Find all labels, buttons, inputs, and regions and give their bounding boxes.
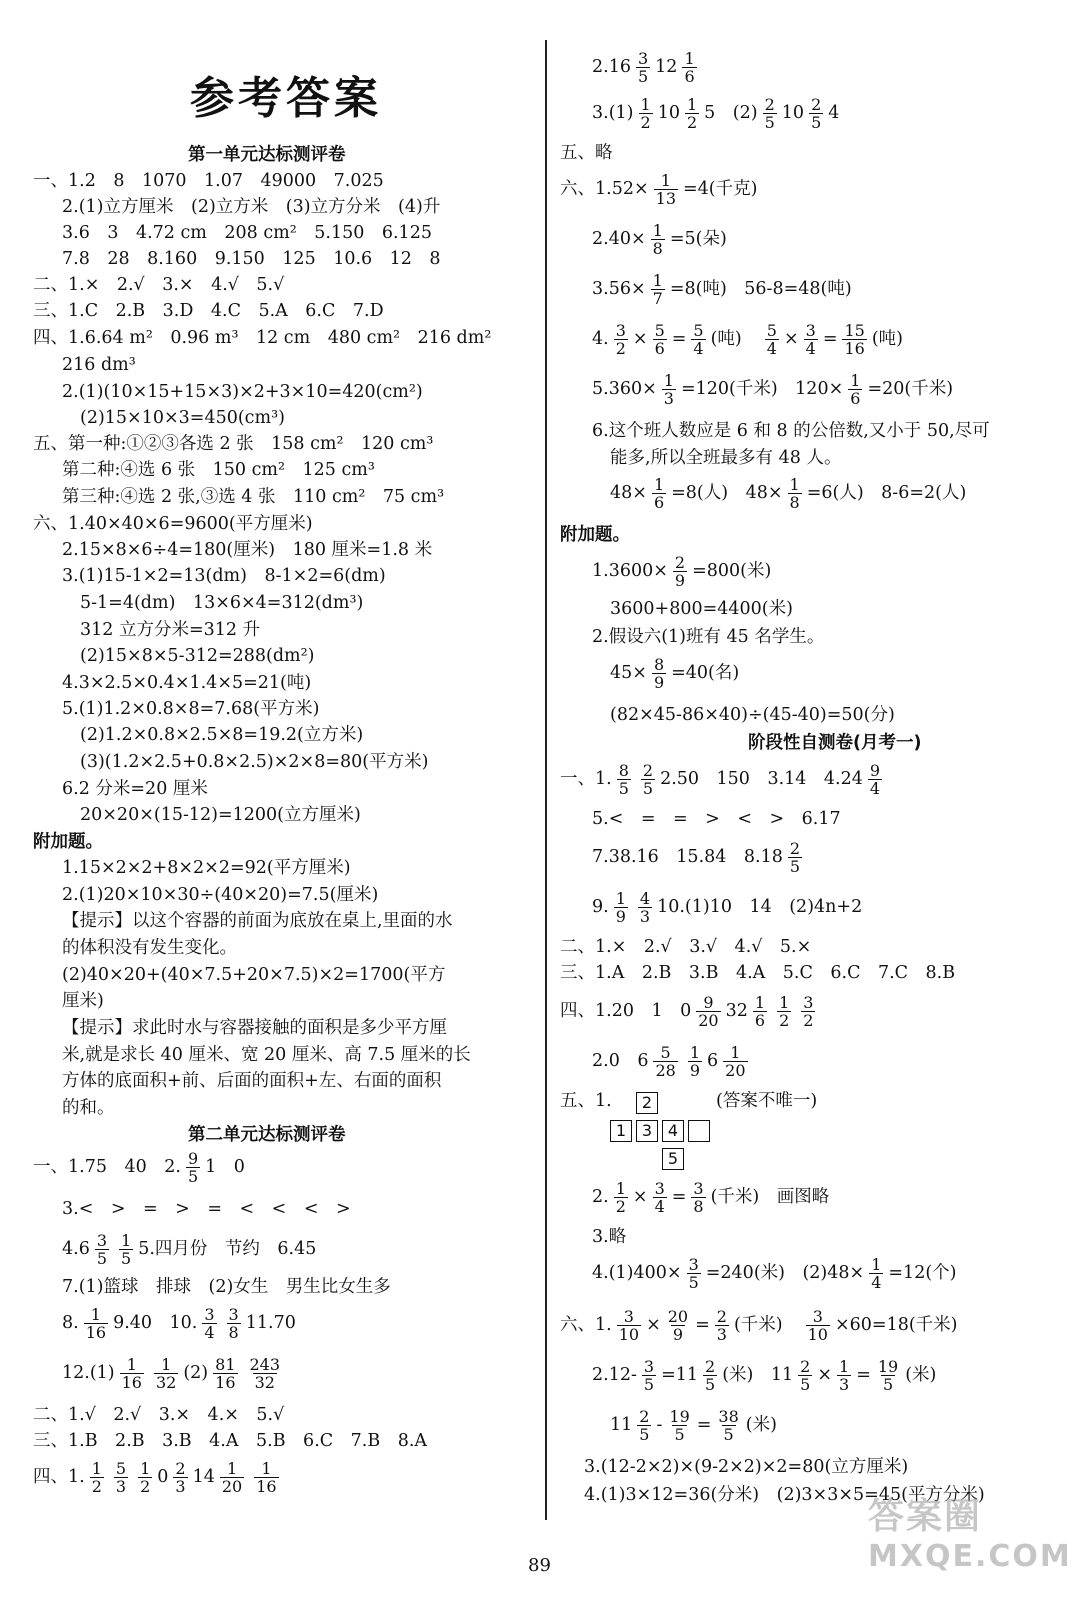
section-heading: 附加题。 [33,832,103,852]
answer-line: 四、1. $\frac{1}{2}$ $\frac{5}{3}$ $\frac{1}{2}$ 0 $\frac{2}{3}$ 14 $\frac{1}{20}$ $\frac{1}{16}$ [33,1459,277,1496]
fraction: $\frac{1}{6}$ [653,475,665,512]
fraction: $\frac{1}{2}$ [779,993,790,1030]
answer-line: 3.< > = > = < < < > [62,1199,351,1219]
answer-line: (2)1.2×0.8×2.5×8=19.2(立方米) [80,725,364,745]
fraction: $\frac{9}{4}$ [869,761,881,798]
fraction: $\frac{3}{5}$ [96,1231,108,1268]
answer-line: 4.(1)3×12=36(分米) (2)3×3×5=45(平方分米) [584,1485,985,1505]
answer-line: 一、1.75 40 2. $\frac{9}{5}$ 1 0 [33,1149,245,1186]
answer-line: 4.3×2.5×0.4×1.4×5=21(吨) [62,673,312,693]
fraction: $\frac{2}{3}$ [716,1307,727,1344]
fraction: $\frac{15}{16}$ [844,321,865,358]
answer-line: 312 立方分米=312 升 [80,620,261,640]
answer-line: 3.(1)15-1×2=13(dm) 8-1×2=6(dm) [62,566,386,586]
fraction: $\frac{2}{5}$ [811,95,822,132]
fraction: $\frac{19}{5}$ [877,1357,899,1394]
hint-line: 的体积没有发生变化。 [62,938,237,958]
answer-line: 五、略 [560,143,613,163]
fraction: $\frac{2}{3}$ [175,1459,186,1496]
fraction: $\frac{3}{8}$ [228,1305,239,1342]
fraction: $\frac{3}{10}$ [807,1307,828,1344]
fraction: $\frac{1}{9}$ [615,889,626,926]
answer-line: 3600+800=4400(米) [610,599,793,619]
net-cell: 5 [662,1148,684,1170]
fraction: $\frac{1}{20}$ [725,1043,746,1080]
fraction: $\frac{3}{5}$ [688,1255,699,1292]
fraction: $\frac{1}{4}$ [871,1255,882,1292]
fraction: $\frac{5}{4}$ [766,321,777,358]
answer-line: (2)40×20+(40×7.5+20×7.5)×2=1700(平方 [62,965,446,985]
fraction: $\frac{1}{3}$ [839,1357,850,1394]
watermark-text: 答案圈 [868,1496,983,1537]
answer-line: 3.(1) $\frac{1}{2}$ 10 $\frac{1}{2}$ 5 (2) $\frac{2}{5}$ 10 $\frac{2}{5}$ 4 [592,95,840,132]
answer-line: 六、1. $\frac{3}{10}$ × $\frac{20}{9}$ = $\frac{2}{3}$ (千米) $\frac{3}{10}$ ×60=18(千米) [560,1307,958,1344]
fraction: $\frac{2}{5}$ [800,1357,811,1394]
fraction: $\frac{1}{16}$ [85,1305,107,1342]
answer-line: 三、1.B 2.B 3.B 4.A 5.B 6.C 7.B 8.A [33,1431,428,1451]
fraction: $\frac{3}{10}$ [618,1307,640,1344]
fraction: $\frac{8}{9}$ [653,655,665,692]
section-heading: 第一单元达标测评卷 [188,145,346,165]
answer-line: (答案不唯一) [716,1091,818,1111]
fraction: $\frac{2}{5}$ [705,1357,716,1394]
answer-line: 第三种:④选 2 张,③选 4 张 110 cm² 75 cm³ [62,487,445,507]
fraction: $\frac{1}{32}$ [155,1355,177,1392]
answer-line: 2.假设六(1)班有 45 名学生。 [592,627,825,647]
answer-line: 9. $\frac{1}{9}$ $\frac{4}{3}$ 10.(1)10 14 (2)4n+2 [592,889,863,926]
fraction: $\frac{2}{5}$ [789,839,801,876]
fraction: $\frac{3}{2}$ [615,321,626,358]
section-heading: 附加题。 [560,525,630,545]
page-title: 参考答案 [190,73,382,124]
answer-line: 7.38.16 15.84 8.18 $\frac{2}{5}$ [592,839,801,876]
fraction: $\frac{1}{8}$ [652,221,663,258]
answer-line: 2.(1)立方厘米 (2)立方米 (3)立方分米 (4)升 [62,197,441,217]
answer-line: 7.8 28 8.160 9.150 125 10.6 12 8 [62,249,441,269]
answer-line: 3.(12-2×2)×(9-2×2)×2=80(立方厘米) [584,1457,909,1477]
fraction: $\frac{1}{2}$ [640,95,651,132]
answer-line: 四、1.20 1 0 $\frac{9}{20}$ 32 $\frac{1}{6}$ $\frac{1}{2}$ $\frac{3}{2}$ [560,993,814,1030]
answer-line: 8. $\frac{1}{16}$ 9.40 10. $\frac{3}{4}$ $\frac{3}{8}$ 11.70 [62,1305,296,1342]
fraction: $\frac{9}{20}$ [698,993,719,1030]
answer-line: 2.(1)(10×15+15×3)×2+3×10=420(cm²) [62,382,423,402]
answer-line: 三、1.A 2.B 3.B 4.A 5.C 6.C 7.C 8.B [560,963,956,983]
answer-line: (2)15×8×5-312=288(dm²) [80,646,315,666]
answer-line: 二、1.× 2.√ 3.× 4.√ 5.√ [33,275,285,295]
section-heading: 阶段性自测卷(月考一) [748,733,922,753]
fraction: $\frac{3}{4}$ [204,1305,215,1342]
answer-line: 5.360× $\frac{1}{3}$ =120(千米) 120× $\frac{1}{6}$ =20(千米) [592,371,954,408]
fraction: $\frac{2}{9}$ [674,553,686,590]
column-divider [545,40,547,1520]
fraction: $\frac{3}{5}$ [643,1357,655,1394]
hint-line: 米,就是求长 40 厘米、宽 20 厘米、高 7.5 厘米的长 [62,1045,471,1065]
fraction: $\frac{3}{5}$ [637,49,649,86]
answer-line: 7.(1)篮球 排球 (2)女生 男生比女生多 [62,1277,391,1297]
fraction: $\frac{3}{2}$ [803,993,814,1030]
fraction: $\frac{3}{8}$ [693,1179,704,1216]
fraction: $\frac{1}{2}$ [615,1179,626,1216]
answer-line: 第二种:④选 6 张 150 cm² 125 cm³ [62,460,375,480]
watermark-logo [868,1488,1072,1588]
answer-line: 2.0 6 $\frac{5}{28}$ $\frac{1}{9}$ 6 $\frac{1}{20}$ [592,1043,746,1080]
answer-line: 1.3600× $\frac{2}{9}$ =800(米) [592,553,772,590]
answer-line: 一、1.2 8 1070 1.07 49000 7.025 [33,171,384,191]
fraction: $\frac{5}{3}$ [115,1459,127,1496]
answer-line: 五、第一种:①②③各选 2 张 158 cm² 120 cm³ [33,434,434,454]
answer-line: 2. $\frac{1}{2}$ × $\frac{3}{4}$ = $\frac{3}{8}$ (千米) 画图略 [592,1179,830,1216]
answer-line: 4. $\frac{3}{2}$ × $\frac{5}{6}$ = $\frac{5}{4}$ (吨) $\frac{5}{4}$ × $\frac{3}{4}$ = $\frac{15}{16}$ (吨) [592,321,903,358]
fraction: $\frac{2}{5}$ [642,761,654,798]
fraction: $\frac{2}{5}$ [639,1407,650,1444]
fraction: $\frac{1}{16}$ [121,1355,142,1392]
net-cell: 1 [610,1120,632,1142]
answer-line: 二、1.√ 2.√ 3.× 4.× 5.√ [33,1405,285,1425]
fraction: $\frac{1}{6}$ [754,993,766,1030]
answer-line: 3.56× $\frac{1}{7}$ =8(吨) 56-8=48(吨) [592,271,852,308]
answer-line: 6.这个班人数应是 6 和 8 的公倍数,又小于 50,尽可 [592,421,990,441]
answer-line: 二、1.× 2.√ 3.√ 4.√ 5.× [560,937,812,957]
answer-line: 四、1.6.64 m² 0.96 m³ 12 cm 480 cm² 216 dm² [33,328,492,348]
hint-line: 的和。 [62,1098,115,1118]
net-cell [688,1120,710,1142]
answer-line: 5-1=4(dm) 13×6×4=312(dm³) [80,593,364,613]
fraction: $\frac{20}{9}$ [667,1307,689,1344]
fraction: $\frac{1}{16}$ [256,1459,277,1496]
answer-line: 4.6 $\frac{3}{5}$ $\frac{1}{5}$ 5.四月份 节约 6.45 [62,1231,317,1268]
fraction: $\frac{1}{6}$ [850,371,861,408]
answer-line: 45× $\frac{8}{9}$ =40(名) [610,655,740,692]
fraction: $\frac{2}{5}$ [764,95,775,132]
answer-line: 2.40× $\frac{1}{8}$ =5(朵) [592,221,727,258]
section-heading: 第二单元达标测评卷 [188,1125,346,1145]
fraction: $\frac{243}{32}$ [249,1355,281,1392]
answer-line: 20×20×(15-12)=1200(立方厘米) [80,805,361,825]
answer-line: 6.2 分米=20 厘米 [62,779,208,799]
fraction: $\frac{1}{2}$ [140,1459,151,1496]
answer-line: 1.15×2×2+8×2×2=92(平方厘米) [62,858,351,878]
fraction: $\frac{4}{3}$ [639,889,651,926]
fraction: $\frac{1}{8}$ [789,475,800,512]
answer-line: 48× $\frac{1}{6}$ =8(人) 48× $\frac{1}{8}$ =6(人) 8-6=2(人) [610,475,967,512]
fraction: $\frac{1}{13}$ [655,171,676,208]
answer-line: 2.12- $\frac{3}{5}$ =11 $\frac{2}{5}$ (米) 11 $\frac{2}{5}$ × $\frac{1}{3}$ = $\frac{19}{5}$ (米) [592,1357,937,1394]
fraction: $\frac{9}{5}$ [187,1149,199,1186]
answer-line: (2)15×10×3=450(cm³) [80,408,285,428]
answer-line: 216 dm³ [62,355,136,375]
hint-line: 【提示】以这个容器的前面为底放在桌上,里面的水 [62,911,453,931]
fraction: $\frac{19}{5}$ [669,1407,690,1444]
fraction: $\frac{5}{4}$ [693,321,704,358]
net-cell: 4 [662,1120,684,1142]
answer-line: 4.(1)400× $\frac{3}{5}$ =240(米) (2)48× $\frac{1}{4}$ =12(个) [592,1255,957,1292]
answer-line: 11 $\frac{2}{5}$ - $\frac{19}{5}$ = $\frac{38}{5}$ (米) [610,1407,777,1444]
hint-line: 方体的底面积+前、后面的面积+左、右面的面积 [62,1071,442,1091]
fraction: $\frac{3}{4}$ [654,1179,665,1216]
answer-line: 六、1.52× $\frac{1}{13}$ =4(千克) [560,171,758,208]
answer-line: 5.< = = > < > 6.17 [592,809,841,829]
answer-line: 12.(1) $\frac{1}{16}$ $\frac{1}{32}$ (2) $\frac{81}{16}$ $\frac{243}{32}$ [62,1355,281,1392]
answer-line: 2.(1)20×10×30÷(40×20)=7.5(厘米) [62,885,379,905]
answer-line: 2.15×8×6÷4=180(厘米) 180 厘米=1.8 米 [62,540,433,560]
answer-line: (82×45-86×40)÷(45-40)=50(分) [610,705,895,725]
fraction: $\frac{1}{3}$ [663,371,674,408]
fraction: $\frac{8}{5}$ [618,761,629,798]
answer-line: 厘米) [62,991,104,1011]
fraction: $\frac{3}{4}$ [805,321,816,358]
fraction: $\frac{5}{28}$ [655,1043,676,1080]
answer-line: 3.6 3 4.72 cm 208 cm² 5.150 6.125 [62,223,432,243]
fraction: $\frac{5}{6}$ [654,321,665,358]
hint-line: 【提示】求此时水与容器接触的面积是多少平方厘 [62,1018,447,1038]
answer-line: 三、1.C 2.B 3.D 4.C 5.A 6.C 7.D [33,301,384,321]
net-cell: 3 [636,1120,658,1142]
answer-line: 2.16 $\frac{3}{5}$ 12 $\frac{1}{6}$ [592,49,695,86]
fraction: $\frac{1}{2}$ [91,1459,102,1496]
fraction: $\frac{1}{9}$ [689,1043,701,1080]
net-cell: 2 [636,1092,658,1114]
answer-line: 5.(1)1.2×0.8×8=7.68(平方米) [62,699,320,719]
answer-line: 一、1. $\frac{8}{5}$ $\frac{2}{5}$ 2.50 150 3.14 4.24 $\frac{9}{4}$ [560,761,881,798]
answer-line: 能多,所以全班最多有 48 人。 [610,448,842,468]
answer-line: 3.略 [592,1227,627,1247]
watermark-text: MXQE.COM [868,1539,1072,1574]
fraction: $\frac{1}{2}$ [686,95,698,132]
fraction: $\frac{81}{16}$ [215,1355,236,1392]
fraction: $\frac{1}{5}$ [121,1231,132,1268]
fraction: $\frac{38}{5}$ [718,1407,739,1444]
answer-line: 五、1. [560,1091,612,1111]
answer-line: (3)(1.2×2.5+0.8×2.5)×2×8=80(平方米) [80,752,429,772]
page-number: 89 [528,1555,551,1576]
fraction: $\frac{1}{6}$ [684,49,695,86]
answer-line: 六、1.40×40×6=9600(平方厘米) [33,514,313,534]
fraction: $\frac{1}{20}$ [221,1459,243,1496]
fraction: $\frac{1}{7}$ [652,271,663,308]
